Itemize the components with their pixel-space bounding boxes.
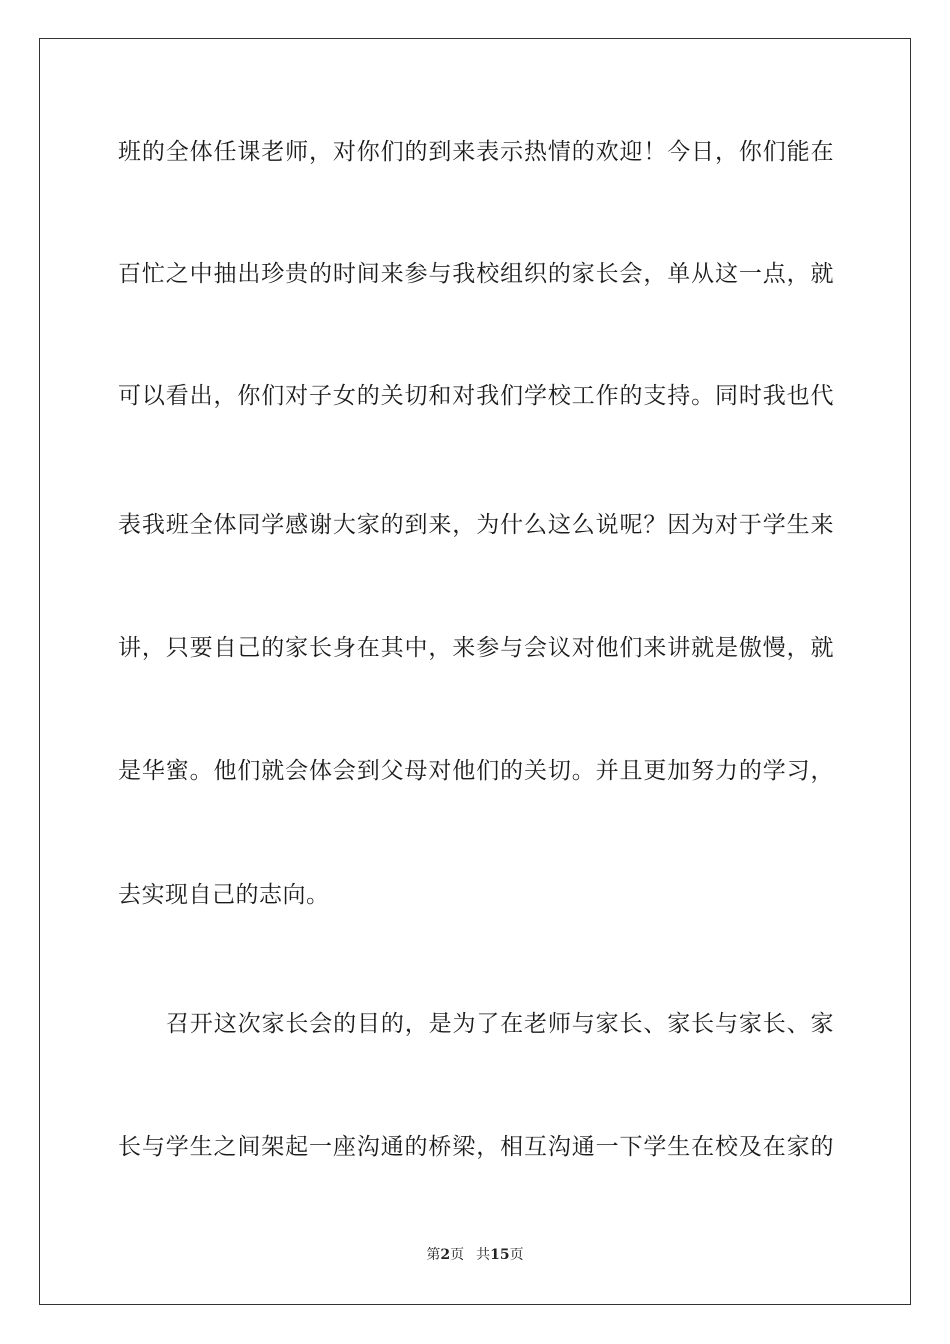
- paragraph-line: 召开这次家长会的目的，是为了在老师与家长、家长与家长、家: [166, 1011, 834, 1037]
- paragraph-line: 去实现自己的志向。: [118, 882, 330, 908]
- paragraph-line: 表我班全体同学感谢大家的到来，为什么这么说呢？因为对于学生来: [118, 512, 834, 538]
- total-suffix: 页: [509, 1247, 524, 1263]
- paragraph-line: 班的全体任课老师，对你们的到来表示热情的欢迎！今日，你们能在: [118, 139, 834, 165]
- page-border: [39, 38, 911, 1305]
- page-number: 2: [440, 1247, 451, 1263]
- paragraph-line: 是华蜜。他们就会体会到父母对他们的关切。并且更加努力的学习，: [118, 758, 834, 784]
- total-pages: 15: [490, 1247, 510, 1263]
- paragraph-line: 百忙之中抽出珍贵的时间来参与我校组织的家长会，单从这一点，就: [118, 261, 834, 287]
- paragraph-line: 讲，只要自己的家长身在其中，来参与会议对他们来讲就是傲慢，就: [118, 635, 834, 661]
- total-prefix: 共: [476, 1247, 491, 1263]
- paragraph-line: 可以看出，你们对子女的关切和对我们学校工作的支持。同时我也代: [118, 383, 834, 409]
- paragraph-line: 长与学生之间架起一座沟通的桥梁，相互沟通一下学生在校及在家的: [118, 1134, 834, 1160]
- page-prefix: 第: [426, 1247, 441, 1263]
- page-suffix: 页: [450, 1247, 465, 1263]
- page-footer: [0, 1245, 950, 1265]
